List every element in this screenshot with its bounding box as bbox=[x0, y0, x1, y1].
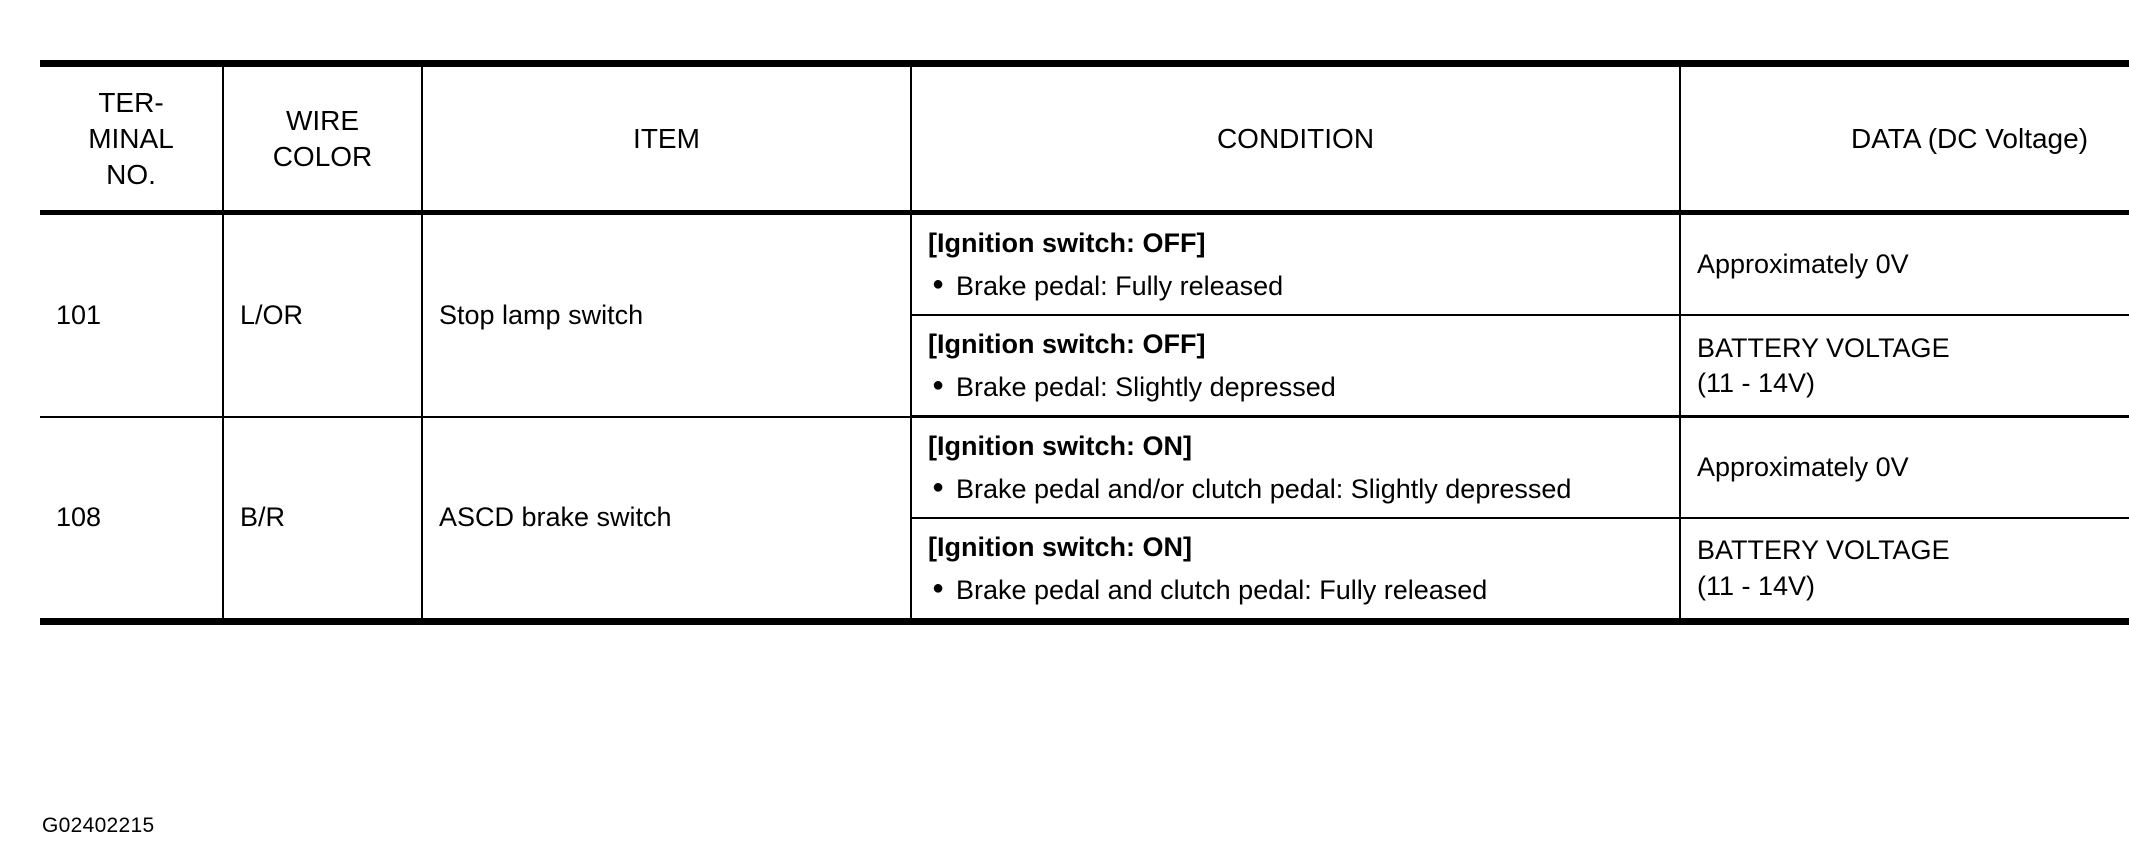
condition-bullet-text: Brake pedal and clutch pedal: Fully released bbox=[956, 574, 1488, 605]
table-row bbox=[40, 417, 2129, 518]
column-header-data: DATA (DC Voltage) bbox=[1680, 64, 2129, 213]
condition-bullet bbox=[928, 471, 1663, 507]
cell-data bbox=[1680, 315, 2129, 416]
data-line-1: Approximately 0V bbox=[1697, 249, 1909, 280]
column-header-terminal-line1: TER- bbox=[98, 87, 164, 118]
data-line-2: (11 - 14V) bbox=[1697, 570, 1816, 601]
bullet-icon: ● bbox=[932, 475, 945, 498]
bullet-icon: ● bbox=[932, 272, 945, 295]
condition-title: [Ignition switch: OFF] bbox=[928, 228, 1206, 259]
cell-condition bbox=[911, 518, 1680, 621]
condition-bullet bbox=[928, 369, 1663, 405]
bullet-icon: ● bbox=[932, 576, 945, 599]
cell-data bbox=[1680, 417, 2129, 518]
cell-terminal-no: 101 bbox=[40, 213, 223, 417]
column-header-wire-line1: WIRE bbox=[285, 104, 360, 136]
column-header-terminal-line3: NO. bbox=[106, 158, 156, 190]
column-header-terminal-no bbox=[40, 64, 223, 213]
data-line-1: BATTERY VOLTAGE bbox=[1697, 332, 1950, 363]
cell-terminal-no: 108 bbox=[40, 417, 223, 622]
data-line-2: (11 - 14V) bbox=[1697, 367, 1816, 398]
cell-wire-color: L/OR bbox=[223, 213, 422, 417]
cell-wire-color: B/R bbox=[223, 417, 422, 622]
condition-bullet-text: Brake pedal: Fully released bbox=[956, 270, 1284, 301]
cell-item: Stop lamp switch bbox=[422, 213, 911, 417]
cell-condition bbox=[911, 213, 1680, 315]
cell-item: ASCD brake switch bbox=[422, 417, 911, 622]
column-header-item: ITEM bbox=[422, 64, 911, 213]
cell-condition bbox=[911, 315, 1680, 416]
bullet-icon: ● bbox=[932, 373, 945, 396]
cell-condition bbox=[911, 417, 1680, 518]
data-line-1: Approximately 0V bbox=[1697, 452, 1909, 483]
condition-title: [Ignition switch: ON] bbox=[928, 431, 1192, 462]
condition-bullet bbox=[928, 572, 1663, 608]
data-line-1: BATTERY VOLTAGE bbox=[1697, 535, 1950, 566]
condition-bullet bbox=[928, 268, 1663, 304]
column-header-condition: CONDITION bbox=[911, 64, 1680, 213]
condition-title: [Ignition switch: ON] bbox=[928, 532, 1192, 563]
condition-bullet-text: Brake pedal and/or clutch pedal: Slightly depressed bbox=[956, 473, 1572, 504]
terminal-spec-table bbox=[40, 60, 2129, 625]
table-row bbox=[40, 213, 2129, 315]
cell-data bbox=[1680, 518, 2129, 621]
column-header-wire-color bbox=[223, 64, 422, 213]
table-header-row bbox=[40, 64, 2129, 213]
condition-title: [Ignition switch: OFF] bbox=[928, 329, 1206, 360]
cell-data bbox=[1680, 213, 2129, 315]
condition-bullet-text: Brake pedal: Slightly depressed bbox=[956, 371, 1336, 402]
figure-id: G02402215 bbox=[42, 814, 155, 837]
column-header-wire-line2: COLOR bbox=[272, 140, 373, 172]
column-header-terminal-line2: MINAL bbox=[88, 122, 174, 154]
